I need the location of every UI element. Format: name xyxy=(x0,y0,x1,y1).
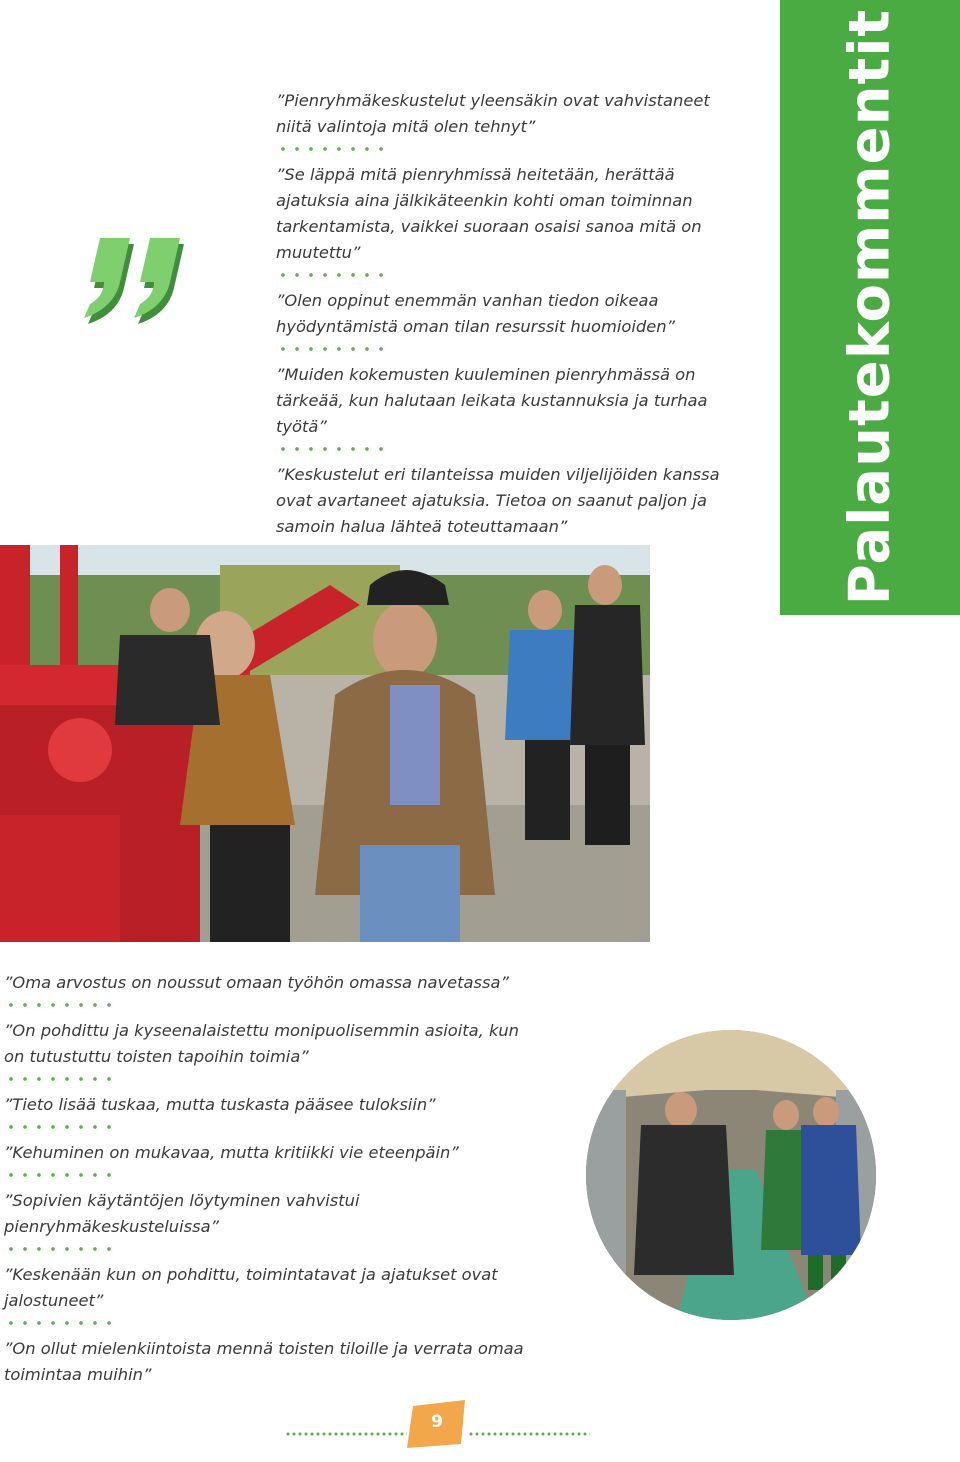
page-dots-left xyxy=(285,1431,407,1437)
quote-text: ”Sopivien käytäntöjen löytyminen vahvistui pienryhmäkeskusteluissa” xyxy=(4,1191,360,1236)
quote-text: ”Olen oppinut enemmän vanhan tiedon oikeaa hyödyntämistä oman tilan resurssit huomioiden” xyxy=(276,291,675,336)
side-title-text: Palautekommentit xyxy=(837,8,903,606)
dot-separator xyxy=(4,1314,544,1336)
top-quotes xyxy=(276,88,738,540)
quote-text: ”Se läppä mitä pienryhmissä heitetään, herättää ajatuksia aina jälkikäteenkin kohti oman toiminnan tarkentamista, vaikkei suoraan osaisi sanoa mitä on muutettu” xyxy=(276,165,702,262)
farm-machinery-photo xyxy=(0,545,650,942)
dot-separator xyxy=(276,266,738,288)
dot-separator xyxy=(4,1070,544,1092)
quote-text: ”On ollut mielenkiintoista mennä toisten tiloille ja verrata omaa toimintaa muihin” xyxy=(4,1339,524,1384)
page-dots-right xyxy=(468,1431,590,1437)
barn-interior-photo xyxy=(586,1030,876,1320)
quote-text: ”Keskenään kun on pohdittu, toimintatavat ja ajatukset ovat jalostuneet” xyxy=(4,1265,498,1310)
quote-text: ”Keskustelut eri tilanteissa muiden viljelijöiden kanssa ovat avartaneet ajatuksia. Tietoa on saanut paljon ja samoin halua lähteä toteuttamaan” xyxy=(276,465,720,536)
quote-text: ”On pohdittu ja kyseenalaistettu monipuolisemmin asioita, kun on tutustuttu toisten tapoihin toimia” xyxy=(4,1021,520,1066)
side-band xyxy=(780,0,960,615)
dot-separator xyxy=(276,440,738,462)
page-number: 9 xyxy=(431,1412,443,1432)
dot-separator xyxy=(4,1166,544,1188)
quote-text: ”Tieto lisää tuskaa, mutta tuskasta pääsee tuloksiin” xyxy=(4,1095,436,1114)
dot-separator xyxy=(276,340,738,362)
quote-text: ”Kehuminen on mukavaa, mutta kritiikki vie eteenpäin” xyxy=(4,1143,459,1162)
quote-text: ”Oma arvostus on noussut omaan työhön omassa navetassa” xyxy=(4,973,509,992)
dot-separator xyxy=(4,1118,544,1140)
dot-separator xyxy=(276,140,738,162)
side-title xyxy=(780,0,960,615)
bottom-quotes xyxy=(4,970,544,1388)
dot-separator xyxy=(4,996,544,1018)
quote-mark-icon xyxy=(78,232,196,332)
photo-illustration xyxy=(0,545,650,942)
photo-illustration xyxy=(586,1030,876,1320)
dot-separator xyxy=(4,1240,544,1262)
quote-text: ”Pienryhmäkeskustelut yleensäkin ovat vahvistaneet niitä valintoja mitä olen tehnyt” xyxy=(276,91,710,136)
quote-text: ”Muiden kokemusten kuuleminen pienryhmässä on tärkeää, kun halutaan leikata kustannuksia ja turhaa työtä” xyxy=(276,365,708,436)
